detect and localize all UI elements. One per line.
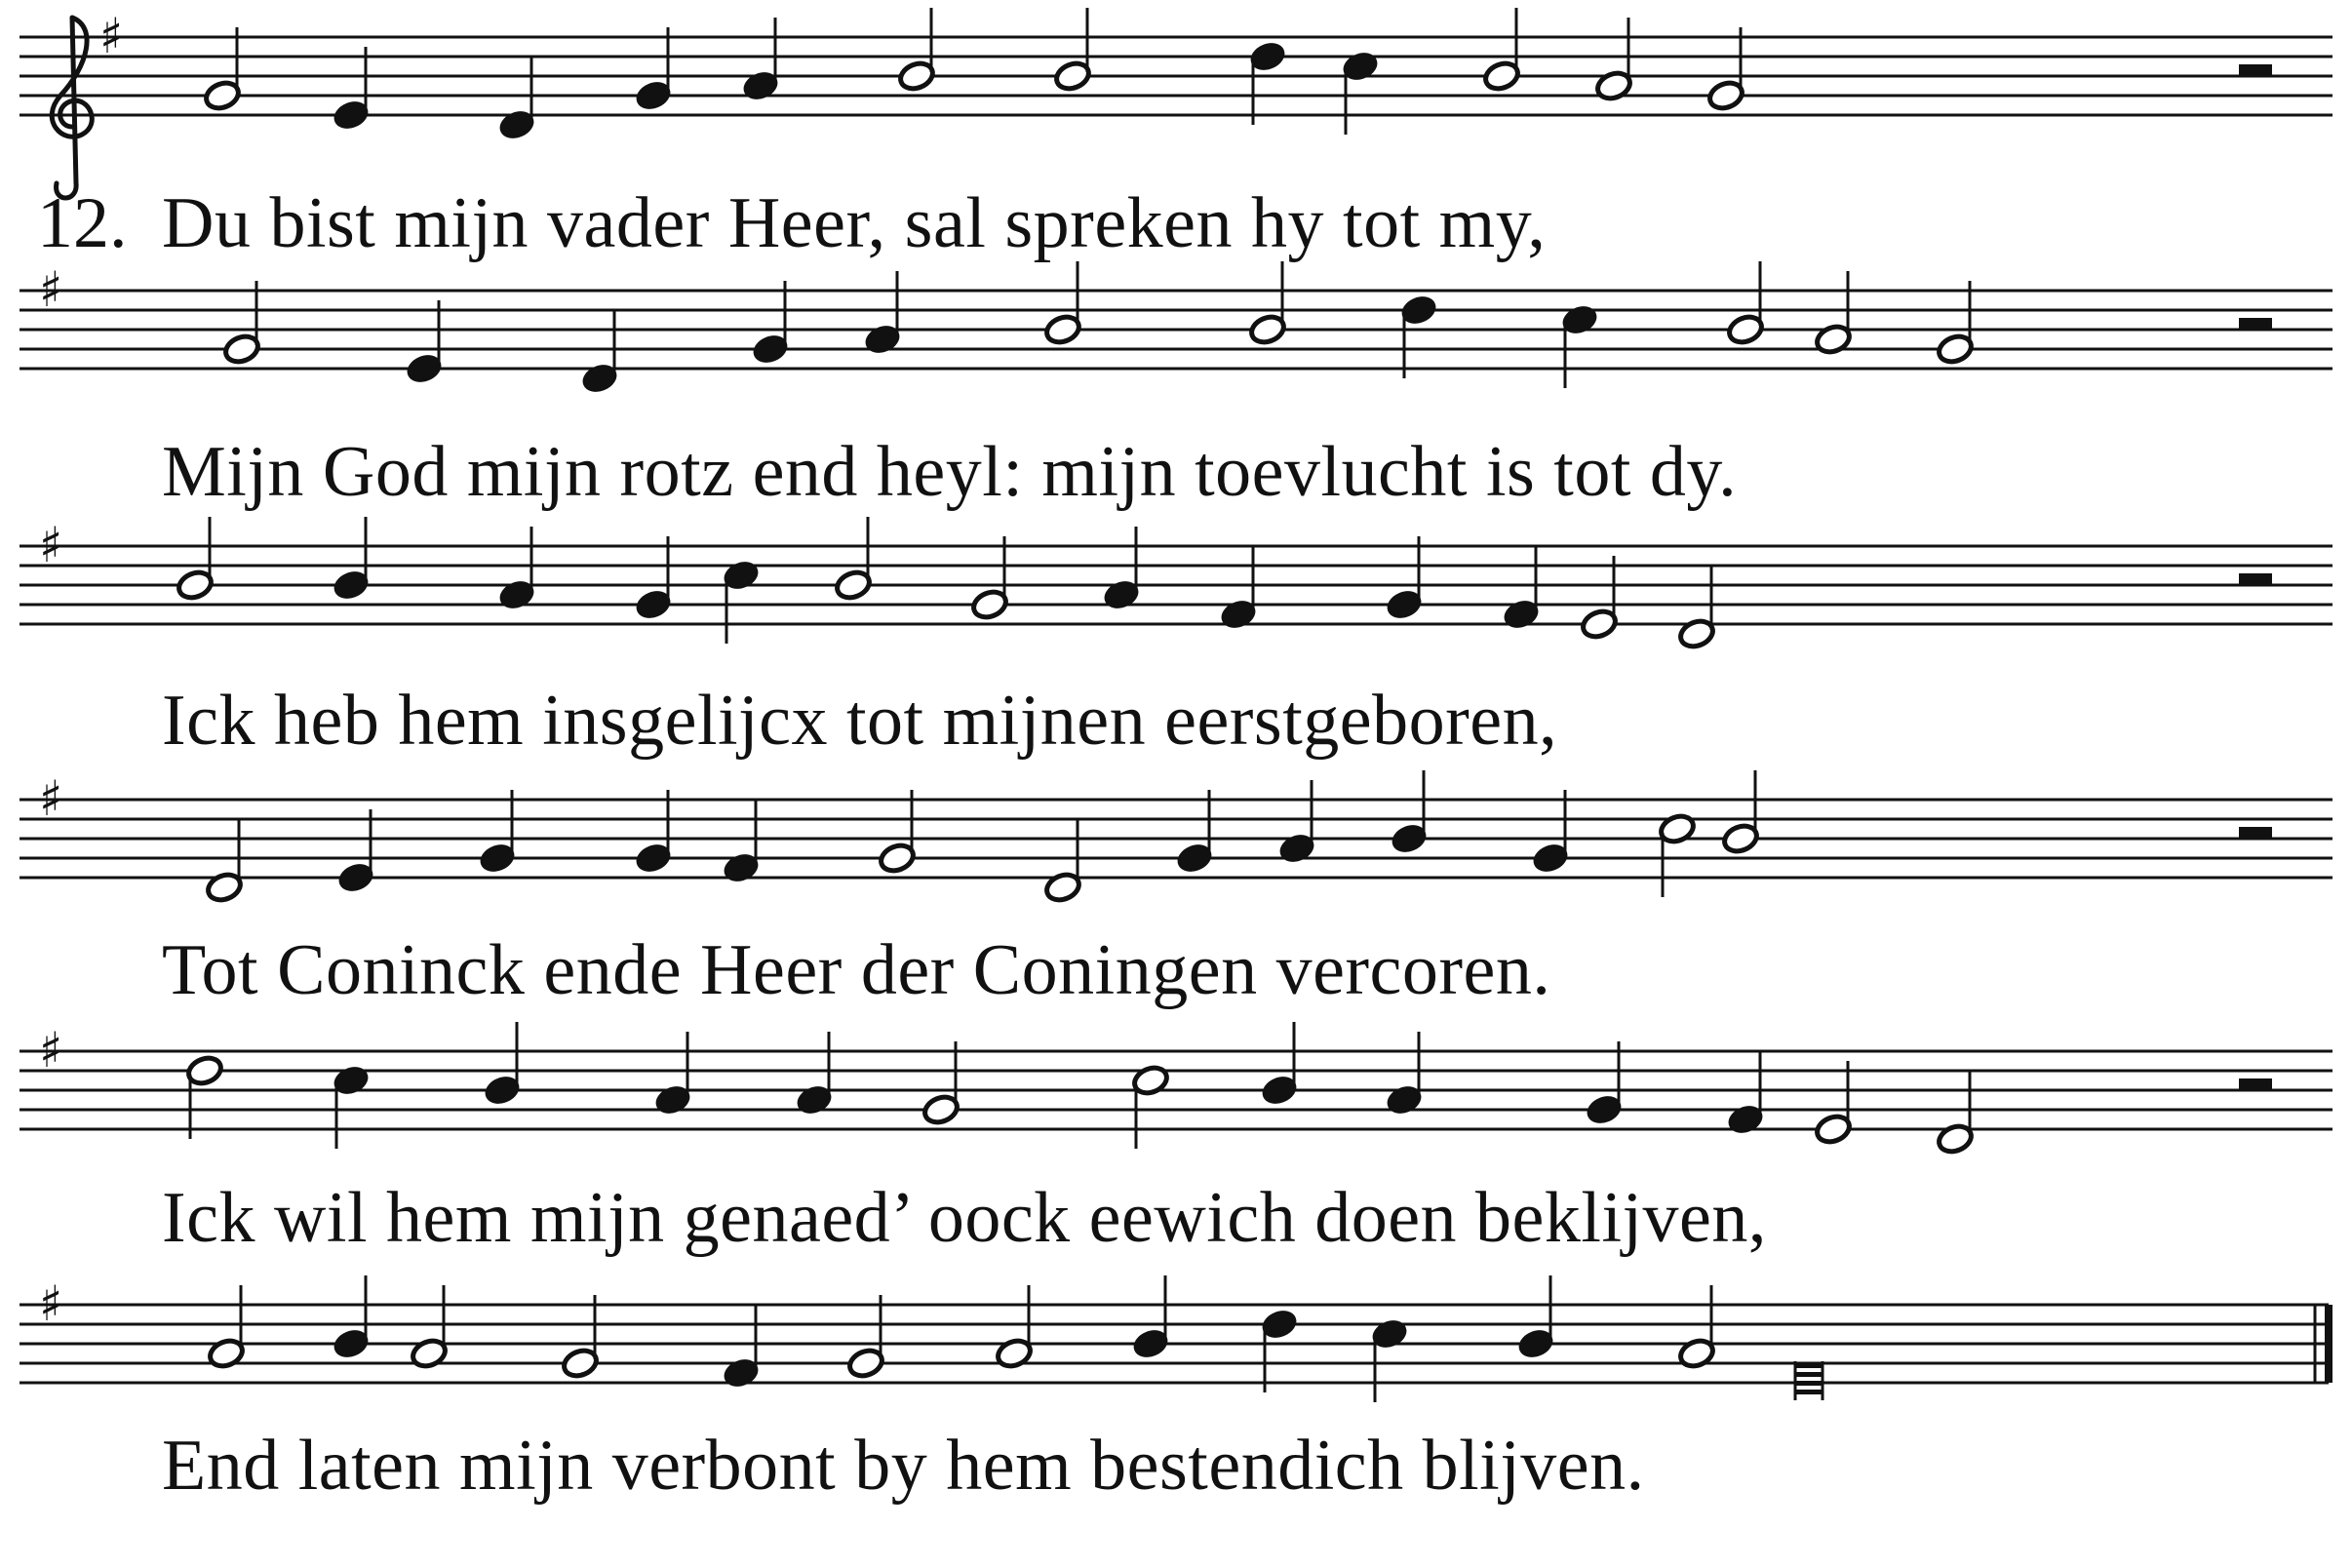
key-signature-sharp-icon: ♯: [99, 8, 124, 64]
note: [1658, 812, 1698, 897]
note: [634, 27, 674, 112]
note: [1560, 303, 1600, 388]
staff-system-6: [20, 1275, 2329, 1402]
note: [561, 1295, 601, 1380]
note: [1399, 294, 1439, 378]
note: [410, 1285, 450, 1370]
note: [483, 1022, 523, 1107]
key-signature-sharp-icon: ♯: [39, 1275, 63, 1332]
note: [1260, 1022, 1300, 1107]
note: [863, 271, 903, 356]
note: [921, 1041, 961, 1126]
note: [1795, 1361, 1823, 1400]
key-signature-sharp-icon: ♯: [39, 770, 63, 827]
staff-system-3: [20, 517, 2332, 650]
key-signature-sharp-icon: ♯: [39, 517, 63, 573]
note: [634, 790, 674, 875]
lyric-line-1: Du bist mijn vader Heer, sal spreken hy tot my,: [162, 183, 1547, 263]
note: [1053, 8, 1093, 93]
lyric-line-2: Mijn God mijn rotz end heyl: mijn toevlucht is tot dy.: [162, 432, 1738, 512]
note: [176, 517, 216, 602]
note: [741, 18, 781, 102]
note: [1677, 1285, 1717, 1370]
verse-number: 12.: [37, 183, 128, 263]
note: [878, 790, 918, 875]
note: [1260, 1308, 1300, 1392]
note: [722, 800, 762, 884]
note: [634, 536, 674, 621]
note: [1043, 261, 1083, 346]
note: [995, 1285, 1035, 1370]
note: [1585, 1041, 1625, 1126]
note: [1531, 790, 1571, 875]
lyric-line-6: End laten mijn verbont by hem bestendich blijven.: [162, 1426, 1645, 1506]
lyric-line-5: Ick wil hem mijn genaed’ oock eewich doen beklijven,: [162, 1178, 1767, 1258]
note: [1175, 790, 1215, 875]
note: [1726, 1051, 1766, 1136]
note: [1385, 536, 1425, 621]
lyric-line-3: Ick heb hem insgelijcx tot mijnen eerstgeboren,: [162, 681, 1558, 761]
note: [1482, 8, 1522, 93]
note: [1814, 1061, 1854, 1146]
note: [1277, 780, 1317, 865]
lyric-line-4: Tot Coninck ende Heer der Coningen vercoren.: [162, 930, 1551, 1010]
note: [332, 517, 372, 602]
note: [751, 281, 791, 366]
note: [970, 536, 1010, 621]
half-rest-icon: [2239, 827, 2272, 839]
note: [1502, 546, 1542, 631]
note: [332, 1275, 372, 1360]
note: [722, 559, 762, 644]
staff-system-2: [20, 261, 2332, 395]
note: [1594, 18, 1634, 102]
note: [205, 819, 245, 904]
note: [795, 1032, 835, 1117]
note: [1385, 1032, 1425, 1117]
note: [653, 1032, 693, 1117]
note: [1516, 1275, 1556, 1360]
note: [846, 1295, 886, 1380]
half-rest-icon: [2239, 64, 2272, 76]
note: [332, 1064, 372, 1149]
note: [497, 527, 537, 611]
half-rest-icon: [2239, 573, 2272, 585]
note: [207, 1285, 247, 1370]
note: [1936, 281, 1976, 366]
note: [1936, 1071, 1976, 1156]
note: [1814, 271, 1854, 356]
staff-system-4: [20, 770, 2332, 904]
note: [1102, 527, 1142, 611]
half-rest-icon: [2239, 1078, 2272, 1090]
treble-clef-icon: [52, 18, 92, 198]
note: [497, 57, 537, 141]
note: [1580, 556, 1620, 641]
staff-system-1: [20, 8, 2332, 198]
note: [1721, 770, 1761, 855]
note: [203, 27, 243, 112]
note: [332, 47, 372, 132]
note: [1131, 1064, 1171, 1149]
note: [405, 300, 445, 385]
note: [1390, 770, 1430, 855]
note: [1370, 1317, 1410, 1402]
note: [722, 1305, 762, 1390]
note: [1726, 261, 1766, 346]
note: [1131, 1275, 1171, 1360]
note: [1219, 546, 1259, 631]
key-signature-sharp-icon: ♯: [39, 261, 63, 318]
half-rest-icon: [2239, 318, 2272, 330]
note: [1043, 819, 1083, 904]
note: [1341, 50, 1381, 135]
note: [834, 517, 874, 602]
note: [1706, 27, 1746, 112]
note: [580, 310, 620, 395]
key-signature-sharp-icon: ♯: [39, 1022, 63, 1078]
note: [478, 790, 518, 875]
note: [1248, 261, 1288, 346]
note: [1677, 566, 1717, 650]
note: [1248, 40, 1288, 125]
note: [336, 809, 376, 894]
staff-system-5: [20, 1022, 2332, 1156]
note: [185, 1054, 225, 1139]
note: [897, 8, 937, 93]
note: [222, 281, 262, 366]
